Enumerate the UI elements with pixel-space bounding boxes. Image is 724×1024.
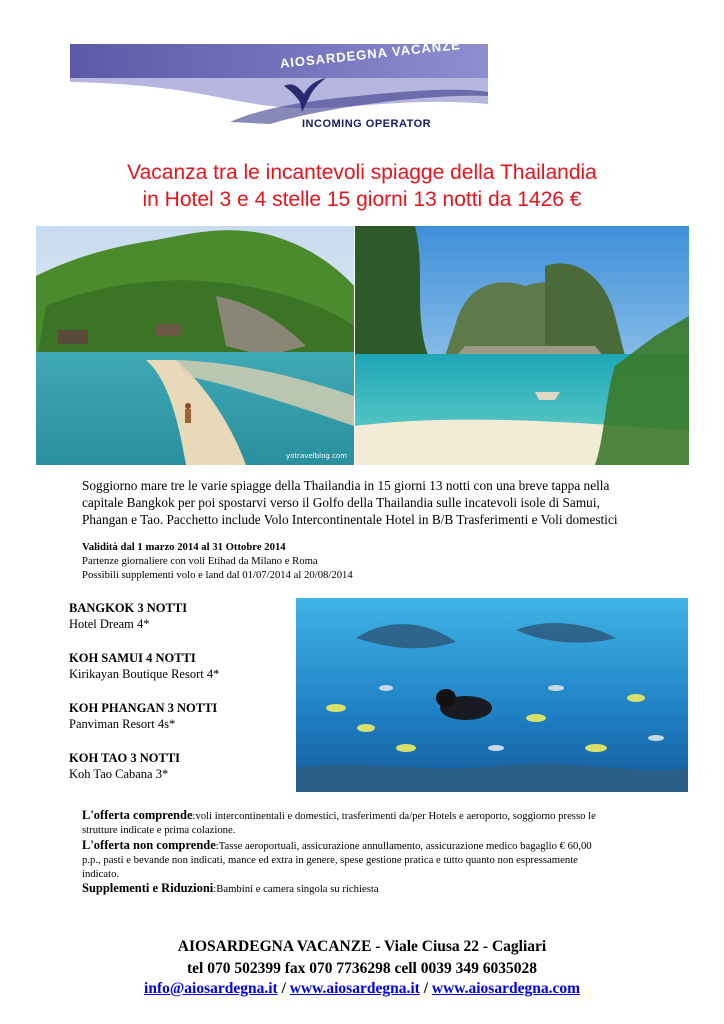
offer-excludes-text-2: p.p., pasti e bevande non indicati, mance ed extra in genere, spese gestione pratica e tutto quanto non espressamente [82, 854, 578, 866]
offer-excludes-text-3: indicato. [82, 868, 120, 880]
offer-excludes-text: :Tasse aeroportuali, assicurazione annullamento, assicurazione medico bagaglio € 60,00 [215, 840, 592, 852]
email-link[interactable]: info@aiosardegna.it [144, 980, 278, 997]
footer-separator: / [277, 980, 290, 997]
footer-phone: tel 070 502399 fax 070 7736298 cell 0039 349 6035028 [186, 960, 537, 977]
offer-excludes [82, 839, 592, 854]
underwater-diver-photo [296, 598, 688, 792]
footer-links [0, 980, 724, 998]
validity-period: Validità dal 1 marzo 2014 al 31 Ottobre 2014 [82, 541, 286, 553]
offer-excludes-label: L'offerta non comprende [82, 838, 216, 852]
departures-info: Partenze giornaliere con voli Etihad da Milano e Roma [82, 555, 318, 567]
intro-text-line-1: Soggiorno mare tre le varie spiagge della Thailandia in 15 giorni 13 notti con una breve tappa nella [82, 478, 610, 493]
page-title-line-1: Vacanza tra le incantevoli spiagge della Thailandia [127, 161, 597, 184]
supplements-info: Possibili supplementi volo e land dal 01/07/2014 al 20/08/2014 [82, 569, 353, 581]
itinerary-stop-heading: KOH TAO 3 NOTTI [69, 751, 181, 765]
offer-extras-label: Supplementi e Riduzioni [82, 881, 214, 895]
itinerary-stop-heading: BANGKOK 3 NOTTI [69, 601, 188, 615]
footer-separator: / [419, 980, 432, 997]
bay-cliffs-photo [355, 226, 689, 465]
itinerary-hotel-name: Kirikayan Boutique Resort 4* [69, 667, 220, 681]
offer-includes-text-2: strutture indicate e prima colazione. [82, 824, 236, 836]
brand-logo-text: AIOSARDEGNA VACANZE [279, 37, 462, 71]
offer-includes-label: L'offerta comprende [82, 808, 193, 822]
itinerary-hotel-name: Panviman Resort 4s* [69, 717, 176, 731]
website-link-com[interactable]: www.aiosardegna.com [431, 980, 580, 997]
offer-includes [82, 809, 596, 824]
photo-watermark: yotravelblog.com [286, 452, 348, 460]
itinerary-stop-heading: KOH PHANGAN 3 NOTTI [69, 701, 218, 715]
page-title-line-2: in Hotel 3 e 4 stelle 15 giorni 13 notti da 1426 € [142, 188, 582, 211]
website-link-it[interactable]: www.aiosardegna.it [289, 980, 420, 997]
itinerary-hotel-name: Koh Tao Cabana 3* [69, 767, 169, 781]
tagline: INCOMING OPERATOR [302, 118, 432, 130]
offer-extras [82, 882, 379, 897]
itinerary-hotel-name: Hotel Dream 4* [69, 617, 150, 631]
offer-extras-text: :Bambini e camera singola su richiesta [213, 883, 379, 895]
intro-text-line-2: capitale Bangkok per poi spostarvi verso il Golfo della Thailandia sulle incatevoli isole di Samui, [82, 495, 600, 510]
seagull-logo-icon [282, 76, 328, 114]
intro-text-line-3: Phangan e Tao. Pacchetto include Volo Intercontinentale Hotel in B/B Trasferimenti e Voli domestici [82, 512, 618, 527]
offer-includes-text: :voli intercontinentali e domestici, trasferimenti da/per Hotels e aeroporto, soggiorno presso le [192, 810, 596, 822]
itinerary-stop-heading: KOH SAMUI 4 NOTTI [69, 651, 196, 665]
footer-address: AIOSARDEGNA VACANZE - Viale Ciusa 22 - Cagliari [177, 938, 547, 955]
beach-sandbar-photo [36, 226, 354, 465]
